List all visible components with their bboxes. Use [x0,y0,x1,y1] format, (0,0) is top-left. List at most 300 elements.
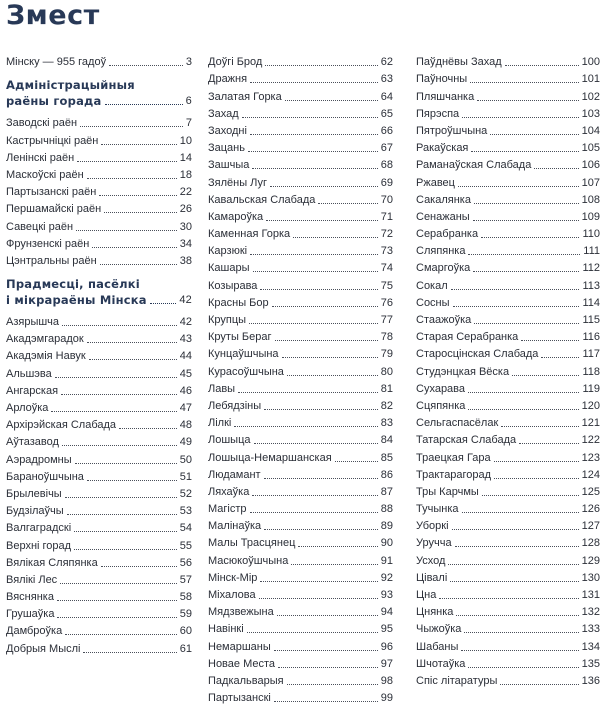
toc-entry-title: Карзюкі [208,245,248,258]
toc-entry[interactable] [208,396,393,413]
toc-entry[interactable] [6,484,192,501]
toc-entry[interactable] [208,155,393,172]
toc-entry-page: 78 [380,331,393,344]
toc-entry[interactable] [416,52,600,69]
toc-entry-title: Арлоўка [6,402,49,414]
dot-leader [250,512,378,513]
toc-entry[interactable] [208,550,393,567]
toc-entry-title: Заводскі раён [6,117,78,130]
toc-entry[interactable] [416,499,600,516]
toc-entry[interactable] [6,312,192,329]
dot-leader [60,583,177,584]
toc-entry-title: Немаршаны [208,640,271,653]
toc-entry-title: Паўднёвы Захад [416,56,502,69]
toc-column-2 [208,52,393,705]
toc-entry[interactable] [416,568,600,585]
toc-entry-title: Першамайскі раён [6,203,102,216]
toc-entry-title: Красны Бор [208,296,269,309]
toc-entry-page: 97 [380,657,393,670]
toc-entry[interactable] [208,619,393,636]
toc-entry-title: Кавальская Слабада [208,193,316,206]
toc-entry-page: 93 [380,589,393,601]
toc-entry[interactable] [208,207,393,224]
toc-entry-page: 95 [380,623,393,636]
toc-entry-title: Шчотаўка [416,657,466,670]
toc-entry[interactable] [208,654,393,671]
dot-leader [468,667,578,668]
toc-entry[interactable] [208,52,393,69]
toc-entry[interactable] [208,568,393,585]
toc-entry-title: Бараноўшчына [6,470,84,483]
dot-leader [464,632,578,633]
toc-entry-page: 65 [380,107,393,120]
toc-entry[interactable] [416,671,600,688]
toc-entry[interactable] [208,379,393,396]
toc-entry[interactable] [416,482,600,499]
dot-leader [462,117,578,118]
dot-leader [57,600,177,601]
toc-entry[interactable] [6,182,192,199]
dot-leader [101,566,177,567]
toc-entry[interactable] [416,636,600,653]
toc-entry[interactable] [208,602,393,619]
toc-entry-page: 61 [179,642,192,655]
dot-leader [521,340,579,341]
toc-entry[interactable] [416,533,600,550]
dot-leader [259,598,378,599]
toc-entry-page: 56 [179,556,192,569]
dot-leader [104,212,177,213]
dot-leader [266,220,378,221]
toc-entry-page: 108 [581,193,600,206]
toc-entry[interactable] [6,570,192,587]
toc-entry-title: Сосны [416,296,450,309]
toc-entry-title: Аўтазавод [6,436,59,449]
toc-entry-page: 53 [179,505,192,518]
dot-leader [287,375,378,376]
toc-entry-title: Брылевічы [6,487,62,500]
toc-entry-page: 45 [179,367,192,380]
toc-entry-title: Крупцы [208,314,247,326]
toc-entry[interactable] [6,535,192,552]
toc-entry[interactable] [6,621,192,638]
toc-entry[interactable] [416,241,600,258]
toc-entry-title: Малы Трасцянец [208,537,296,550]
toc-entry[interactable] [416,447,600,464]
toc-entry[interactable] [6,432,192,449]
toc-entry-page: 119 [582,382,600,395]
toc-entry[interactable] [416,344,600,361]
dot-leader [448,564,578,565]
toc-entry-page: 57 [179,573,192,586]
toc-entry[interactable] [208,86,393,103]
section-heading-line2: і мікрараёны Мінска [6,292,147,307]
toc-entry[interactable] [416,413,600,430]
toc-entry-title: Спіс літаратуры [416,674,498,687]
toc-entry[interactable] [208,327,393,344]
toc-entry-title: Масюкоўшчына [208,554,289,567]
toc-entry-title: Сакалянка [416,193,471,206]
toc-entry[interactable] [208,482,393,499]
toc-entry[interactable] [6,329,192,346]
toc-entry-title: Стаажоўка [416,314,472,326]
dot-leader [468,409,578,410]
toc-entry[interactable] [6,553,192,570]
dot-leader [234,426,377,427]
dot-leader [278,667,378,668]
toc-entry[interactable] [416,430,600,447]
dot-leader [57,617,176,618]
toc-entry-page: 105 [581,142,600,155]
toc-entry-title: Людамант [208,468,261,481]
toc-entry[interactable] [208,258,393,275]
section-heading-suburbs[interactable] [6,276,192,308]
toc-entry-title: Дамброўка [6,625,63,638]
toc-entry-page: 133 [581,623,600,636]
dot-leader [455,546,579,547]
toc-entry[interactable] [6,199,192,216]
toc-entry-title: Смаргоўка [416,262,471,275]
toc-entry[interactable] [208,465,393,482]
dot-leader [293,237,378,238]
toc-entry[interactable] [208,361,393,378]
toc-entry[interactable] [208,447,393,464]
toc-entry[interactable] [208,69,393,86]
toc-entry-page: 84 [380,434,393,447]
toc-entry-title: Залатая Горка [208,90,282,103]
dot-leader [482,495,579,496]
toc-entry-page: 73 [380,245,393,258]
toc-entry-page: 125 [581,485,600,498]
toc-entry-page: 112 [582,262,600,275]
toc-entry-title: Цнянка [416,606,454,619]
toc-entry-page: 3 [185,56,192,69]
dot-leader [274,650,378,651]
toc-entry-title: Падкальварыя [208,674,284,687]
toc-entry-page: 81 [380,382,393,395]
dot-leader [282,357,378,358]
dot-leader [248,151,378,152]
dot-leader [519,443,579,444]
dot-leader [89,359,177,360]
dot-leader [494,461,579,462]
toc-entry-title: Пятроўшчына [416,124,488,137]
toc-entry[interactable] [208,241,393,258]
dot-leader [462,512,579,513]
dot-leader [468,254,580,255]
toc-entry-page: 7 [185,117,192,130]
toc-entry-page: 43 [179,333,192,346]
toc-entry-title: Паўночны [416,73,468,86]
toc-entry-title: Раманаўская Слабада [416,159,532,172]
dot-leader [55,377,177,378]
dot-leader [264,409,378,410]
dot-leader [62,325,177,326]
toc-entry[interactable] [6,638,192,655]
toc-entry-title: Серабранка [416,228,479,241]
toc-entry[interactable] [416,602,600,619]
toc-entry-page: 104 [581,124,600,137]
toc-entry-title: Магістр [208,503,247,516]
toc-entry[interactable] [416,327,600,344]
toc-entry[interactable] [208,310,393,327]
toc-entry[interactable] [6,381,192,398]
toc-entry[interactable] [208,121,393,138]
dot-leader [87,342,177,343]
toc-entry-page: 55 [179,539,192,552]
district-list [6,113,192,268]
toc-entry-page: 116 [582,331,600,344]
toc-entry-page: 100 [581,56,600,69]
toc-entry-page: 129 [581,554,600,567]
toc-entry-page: 88 [380,503,393,516]
toc-entry[interactable] [208,636,393,653]
toc-entry-page: 44 [179,350,192,363]
toc-entry-page: 134 [581,640,600,653]
dot-leader [335,461,378,462]
toc-entry-page: 30 [179,220,192,233]
toc-entry[interactable] [416,172,600,189]
dot-leader [468,392,579,393]
toc-entry-title: Цна [416,589,437,601]
toc-entry-title: Партызанскі раён [6,186,97,199]
dot-leader [92,247,176,248]
toc-entry[interactable] [6,398,192,415]
toc-entry[interactable] [416,550,600,567]
toc-entry[interactable] [416,190,600,207]
toc-entry-page: 107 [581,176,600,189]
toc-entry[interactable] [208,190,393,207]
toc-entry[interactable] [416,619,600,636]
toc-entry-title: Сельгаспасёлак [416,417,499,430]
toc-entry[interactable] [6,363,192,380]
toc-entry-page: 71 [380,210,393,223]
toc-entry-page: 127 [581,520,600,533]
toc-entry[interactable] [208,344,393,361]
toc-entry-title: Лілкі [208,417,232,430]
toc-entry[interactable] [6,148,192,165]
toc-entry[interactable] [208,533,393,550]
dot-leader [470,82,578,83]
toc-entry[interactable] [208,172,393,189]
toc-entry[interactable] [416,155,600,172]
toc-entry[interactable] [416,275,600,292]
toc-entry[interactable] [6,467,192,484]
toc-entry[interactable] [208,585,393,602]
toc-entry-title: Мінск-Мір [208,571,258,584]
dot-leader [250,254,378,255]
toc-entry-page: 106 [581,159,600,172]
dot-leader [474,323,579,324]
section-heading-line2: раёны горада [6,94,102,109]
toc-entry-title: Міхалова [208,589,256,601]
toc-entry-page: 85 [380,451,393,464]
toc-entry[interactable] [6,449,192,466]
toc-entry-title: Траецкая Гара [416,451,491,464]
toc-entry-page: 114 [582,296,600,309]
dot-leader [249,323,378,324]
dot-leader [439,598,578,599]
toc-entry-title: Курасоўшчына [208,365,284,378]
toc-entry-page: 26 [179,203,192,216]
dot-leader [318,203,377,204]
dot-leader [500,684,578,685]
dot-leader [505,65,579,66]
toc-entry-page: 62 [380,56,393,69]
toc-entry-page: 96 [380,640,393,653]
toc-entry-page: 50 [179,453,192,466]
toc-entry-title: Старосцінская Слабада [416,348,539,361]
dot-leader [76,230,177,231]
toc-entry-title: Захад [208,107,239,120]
toc-entry[interactable] [6,604,192,621]
toc-entry[interactable] [416,293,600,310]
dot-leader [264,478,378,479]
toc-entry-page: 135 [581,657,600,670]
dot-leader [501,426,578,427]
toc-entry-title: Будзілаўчы [6,505,64,518]
section-heading-line1: Прадмесці, пасёлкі [6,276,140,291]
toc-column-1 [6,52,192,656]
toc-entry-title: Дражня [208,73,248,86]
dot-leader [458,186,579,187]
toc-entry-page: 77 [380,314,393,326]
toc-entry-page: 118 [582,365,600,378]
dot-leader [238,392,378,393]
dot-leader [260,581,377,582]
toc-entry-page: 10 [179,134,192,147]
dot-leader [254,443,378,444]
toc-entry-page: 76 [380,296,393,309]
toc-entry-page: 75 [380,279,393,292]
toc-entry[interactable] [6,165,192,182]
dot-leader [461,650,578,651]
toc-entry[interactable] [6,415,192,432]
toc-entry[interactable] [208,104,393,121]
toc-entry[interactable] [6,346,192,363]
dot-leader [473,271,579,272]
toc-entry-title: Кунцаўшчына [208,348,279,361]
toc-entry-page: 34 [179,237,192,250]
toc-entry-title: Уручча [416,537,452,550]
toc-entry[interactable] [416,654,600,671]
toc-entry[interactable] [208,293,393,310]
dot-leader [74,531,177,532]
toc-entry[interactable] [416,585,600,602]
toc-entry[interactable] [416,138,600,155]
dot-leader [474,203,579,204]
dot-leader [61,394,177,395]
toc-entry[interactable] [208,688,393,705]
toc-entry[interactable] [208,499,393,516]
toc-entry[interactable] [416,86,600,103]
toc-entry-title: Зялёны Луг [208,176,268,189]
toc-entry[interactable] [416,104,600,121]
toc-entry[interactable] [416,396,600,413]
toc-entry-page: 86 [380,468,393,481]
section-heading-districts[interactable] [6,77,192,109]
toc-entry-title: Альшэва [6,367,52,380]
dot-leader [275,340,378,341]
toc-entry[interactable] [416,516,600,533]
toc-entry[interactable] [208,275,393,292]
toc-entry[interactable] [6,234,192,251]
toc-entry[interactable] [208,224,393,241]
toc-entry-title: Трактарагорад [416,468,492,481]
toc-entry-title: Камароўка [208,210,264,223]
toc-entry-page: 63 [380,73,393,86]
toc-entry-page: 130 [581,571,600,584]
toc-entry[interactable] [208,413,393,430]
dot-leader [274,701,378,702]
dot-leader [451,289,580,290]
toc-entry-page: 22 [179,186,192,199]
toc-entry-title: Зацань [208,142,245,155]
toc-entry[interactable] [6,216,192,233]
toc-entry[interactable] [416,121,600,138]
dot-leader [109,65,183,66]
toc-entry-title: Вялікі Лес [6,573,58,586]
toc-entry-title: Зашчыа [208,159,250,172]
toc-entry[interactable] [6,501,192,518]
toc-entry-page: 122 [581,434,600,447]
toc-entry[interactable] [416,207,600,224]
dot-leader [264,529,378,530]
toc-entry-page: 64 [380,90,393,103]
dot-leader [512,375,579,376]
toc-entry[interactable] [416,361,600,378]
toc-entry-title: Ржавец [416,176,455,189]
toc-entry-page: 103 [581,107,600,120]
toc-entry[interactable] [6,113,192,130]
toc-entry-page: 69 [380,176,393,189]
toc-entry-title: Лошыца-Немаршанская [208,451,332,464]
toc-entry[interactable] [416,465,600,482]
toc-entry[interactable] [6,587,192,604]
dot-leader [105,104,183,105]
toc-entry[interactable] [6,130,192,147]
toc-entry[interactable] [6,251,192,268]
dot-leader [272,306,378,307]
toc-entry[interactable] [6,518,192,535]
dot-leader [481,237,579,238]
toc-entry-intro[interactable] [6,52,192,69]
dot-leader [450,581,578,582]
toc-entry[interactable] [416,69,600,86]
dot-leader [453,306,580,307]
toc-entry[interactable] [208,430,393,447]
toc-entry-title: Валгаградскі [6,522,72,535]
toc-entry-page: 126 [581,503,600,516]
dot-leader [62,445,177,446]
toc-entry[interactable] [416,224,600,241]
toc-entry-page: 113 [582,279,600,292]
toc-entry-page: 83 [380,417,393,430]
toc-entry[interactable] [416,258,600,275]
dot-leader [67,514,177,515]
toc-entry-title: Старая Серабранка [416,331,519,344]
toc-entry-title: Сляпянка [416,245,466,258]
toc-entry-page: 68 [380,159,393,172]
toc-entry-page: 51 [179,470,192,483]
toc-entry[interactable] [416,310,600,327]
toc-entry-page: 98 [380,674,393,687]
section-heading-line1: Адміністрацыйныя [6,78,135,93]
toc-entry[interactable] [208,138,393,155]
toc-entry[interactable] [208,516,393,533]
toc-entry[interactable] [208,671,393,688]
toc-entry[interactable] [416,379,600,396]
